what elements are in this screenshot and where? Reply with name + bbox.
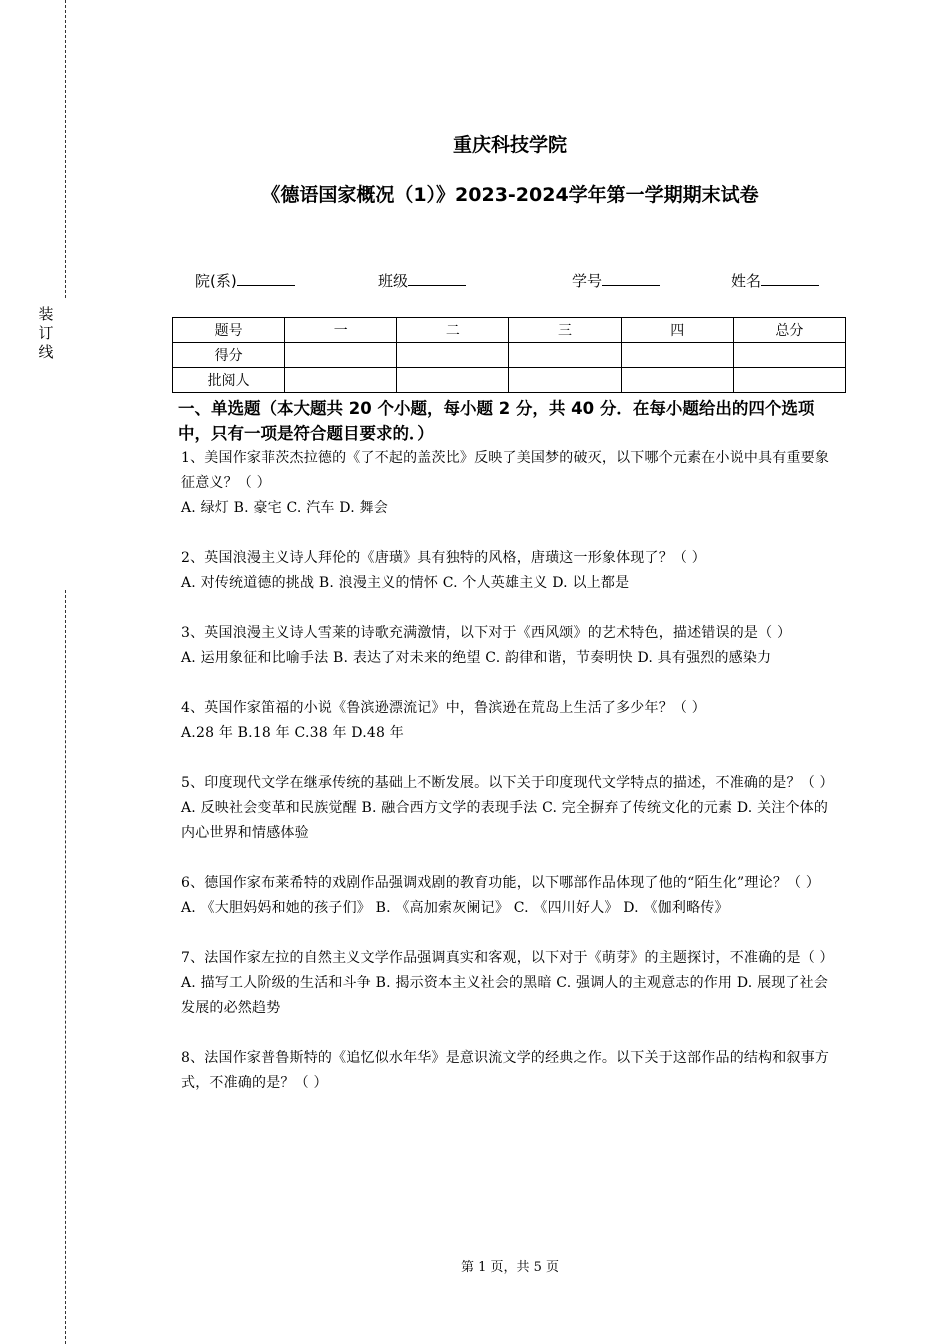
question	[181, 946, 841, 1021]
grader-cell[interactable]	[285, 368, 397, 393]
question	[181, 621, 841, 671]
binding-line-bottom	[65, 590, 66, 1344]
header-cell: 一	[285, 318, 397, 343]
question	[181, 696, 841, 746]
question-stem: 1、美国作家菲茨杰拉德的《了不起的盖茨比》反映了美国梦的破灭，以下哪个元素在小说中具有重要象征意义？（ ）	[181, 450, 830, 491]
department-blank[interactable]	[237, 271, 295, 286]
question-stem: 6、德国作家布莱希特的戏剧作品强调戏剧的教育功能，以下哪部作品体现了他的“陌生化”理论？（ ）	[181, 875, 821, 891]
question-stem: 3、英国浪漫主义诗人雪莱的诗歌充满激情，以下对于《西风颂》的艺术特色，描述错误的是（ ）	[181, 625, 792, 641]
page-footer: 第 1 页，共 5 页	[460, 1260, 560, 1275]
class-blank[interactable]	[408, 271, 466, 286]
score-cell[interactable]	[509, 343, 621, 368]
question-options: A. 描写工人阶级的生活和斗争 B. 揭示资本主义社会的黑暗 C. 强调人的主观意志的作用 D. 展现了社会发展的必然趋势	[181, 975, 829, 1016]
binding-label: 装订线	[38, 305, 54, 361]
info-label: 姓名	[731, 272, 762, 290]
header-cell: 二	[397, 318, 509, 343]
question-stem: 5、印度现代文学在继承传统的基础上不断发展。以下关于印度现代文学特点的描述，不准确的是？（ ）	[181, 775, 834, 791]
row-label: 批阅人	[173, 368, 285, 393]
score-table-header-row	[173, 318, 846, 343]
question-options: A. 反映社会变革和民族觉醒 B. 融合西方文学的表现手法 C. 完全摒弃了传统文化的元素 D. 关注个体的内心世界和情感体验	[181, 800, 829, 841]
grader-cell[interactable]	[397, 368, 509, 393]
question-stem: 4、英国作家笛福的小说《鲁滨逊漂流记》中，鲁滨逊在荒岛上生活了多少年？（ ）	[181, 700, 706, 716]
score-cell[interactable]	[621, 343, 733, 368]
section-title: 一、单选题（本大题共 20 个小题，每小题 2 分，共 40 分．在每小题给出的四个选项中，只有一项是符合题目要求的．）	[178, 399, 815, 443]
question-stem: 8、法国作家普鲁斯特的《追忆似水年华》是意识流文学的经典之作。以下关于这部作品的结构和叙事方式，不准确的是？（ ）	[181, 1050, 830, 1091]
header-cell: 题号	[173, 318, 285, 343]
question	[181, 446, 841, 521]
question	[181, 771, 841, 846]
student-id-blank[interactable]	[602, 271, 660, 286]
question	[181, 546, 841, 596]
info-field-department	[195, 270, 295, 291]
score-row	[173, 343, 846, 368]
grader-row	[173, 368, 846, 393]
info-field-name	[731, 270, 819, 291]
score-cell[interactable]	[733, 343, 845, 368]
school-name: 重庆科技学院	[452, 134, 567, 156]
question	[181, 1046, 841, 1096]
header-cell: 四	[621, 318, 733, 343]
score-table	[172, 317, 846, 393]
question-options: A. 《大胆妈妈和她的孩子们》 B. 《高加索灰阑记》 C. 《四川好人》 D. 《伽利略传》	[181, 900, 729, 916]
exam-title: 《德语国家概况（1）》2023-2024学年第一学期期末试卷	[261, 184, 759, 206]
question-options: A. 对传统道德的挑战 B. 浪漫主义的情怀 C. 个人英雄主义 D. 以上都是	[181, 575, 630, 591]
grader-cell[interactable]	[621, 368, 733, 393]
header-cell: 三	[509, 318, 621, 343]
header-cell: 总分	[733, 318, 845, 343]
info-label: 班级	[378, 272, 409, 290]
grader-cell[interactable]	[733, 368, 845, 393]
grader-cell[interactable]	[509, 368, 621, 393]
row-label: 得分	[173, 343, 285, 368]
info-label: 院(系)	[195, 272, 237, 290]
info-field-class	[378, 270, 466, 291]
question-stem: 2、英国浪漫主义诗人拜伦的《唐璜》具有独特的风格，唐璜这一形象体现了？（ ）	[181, 550, 706, 566]
question-options: A. 绿灯 B. 豪宅 C. 汽车 D. 舞会	[181, 500, 388, 516]
info-label: 学号	[572, 272, 603, 290]
question-stem: 7、法国作家左拉的自然主义文学作品强调真实和客观，以下对于《萌芽》的主题探讨，不准确的是（ ）	[181, 950, 834, 966]
question-options: A. 运用象征和比喻手法 B. 表达了对未来的绝望 C. 韵律和谐，节奏明快 D. 具有强烈的感染力	[181, 650, 772, 666]
question-options: A.28 年 B.18 年 C.38 年 D.48 年	[181, 725, 404, 741]
score-cell[interactable]	[285, 343, 397, 368]
info-field-student-id	[572, 270, 660, 291]
name-blank[interactable]	[761, 271, 819, 286]
score-cell[interactable]	[397, 343, 509, 368]
exam-content	[178, 396, 841, 1096]
question	[181, 871, 841, 921]
